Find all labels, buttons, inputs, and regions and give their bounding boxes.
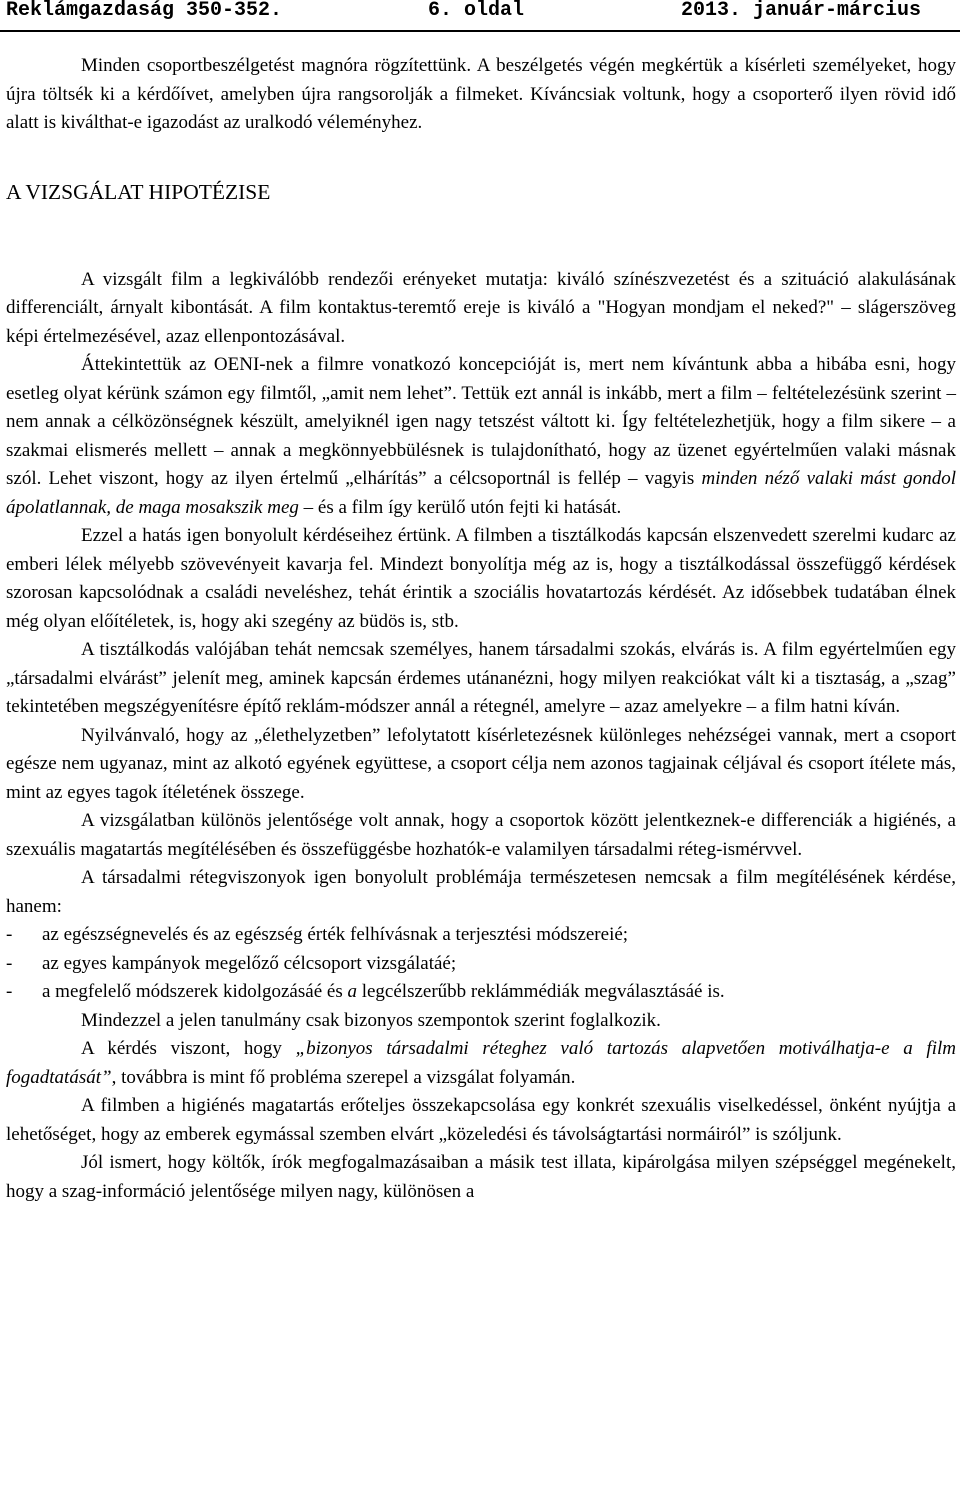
paragraph-hypothesis: A vizsgált film a legkiválóbb rendezői erényeket mutatja: kiváló színészvezetést és a szituáció alakulásának differenciált, árnyalt kibontását. A film kontaktus-teremtő ereje is kiváló a "Hogyan mondjam el neked?" – slágerszöveg képi értelmezésével, azaz ellenpontozásával. [6, 268, 956, 347]
intro-paragraph: Minden csoportbeszélgetést magnóra rögzítettünk. A beszélgetés végén megkértük a kísérleti személyeket, hogy újra töltsék ki a kérdőívet, amelyben újra rangsorolják a filmeket. Kíváncsiak voltunk, hogy a csoporterő ilyen rövid idő alatt is kiválthat-e igazodást az uralkodó véleményhez. [6, 55, 956, 133]
list-dash: - [6, 924, 13, 945]
paragraph-question-b: , továbbra is mint fő probléma szerepel a vizsgálat folyamán. [111, 1066, 576, 1088]
list-item [6, 921, 956, 950]
paragraph-differences: A vizsgálatban különös jelentősége volt annak, hogy a csoportok között jelentkeznek-e differenciák a higiénés, a szexuális magatartás megítélésében és összefüggésbe hozhatók-e valamilyen társadalmi réteg-ismérvvel. [6, 810, 956, 860]
paragraph-hygiene: A filmben a higiénés magatartás erőteljes összekapcsolása egy konkrét szexuális viselkedéssel, önként nyújtja a lehetőséget, hogy az emberek egymással szemben elvárt „közeledési és távolságtartási normáiról” is szóljunk. [6, 1095, 956, 1145]
paragraph-question-a: A kérdés viszont, hogy [81, 1038, 296, 1059]
running-header [0, 0, 960, 32]
list-item-text-a: a megfelelő módszerek kidolgozásáé és [42, 981, 348, 1002]
paragraph-question-italic: „bizonyos társadalmi réteghez való tartozás alapvetően motiválhatja-e a film fogadtatását” [6, 1038, 956, 1088]
list-item-text-italic: a [347, 981, 357, 1002]
list-dash: - [6, 952, 13, 974]
paragraph-concept-b: – és a film így kerülő utón fejti ki hatását. [298, 496, 622, 518]
list-item [6, 950, 956, 979]
section-heading: A VIZSGÁLAT HIPOTÉZISE [6, 179, 271, 204]
paragraph-social-strata: A társadalmi rétegviszonyok igen bonyolult problémája természetesen nemcsak a film megítélésének kérdése, hanem: [6, 867, 956, 917]
paragraph-social-norm: A tisztálkodás valójában tehát nemcsak személyes, hanem társadalmi szokás, elvárás is. A film egyértelműen egy „társadalmi elvárást” jelenít meg, aminek kapcsán érdemes utánanézni, hogy milyen reakciókat vált ki a tisztaság, a „szag” tekintetében megszégyenítésre építő reklám-módszer annál a rétegnél, amelyre – azaz amelyekre – a film hatni kíván. [6, 639, 956, 717]
paragraph-concept [6, 351, 956, 522]
paragraph-concept-a: Áttekintettük az OENI-nek a filmre vonatkozó koncepcióját is, mert nem kívántunk abba a hibába esni, hogy esetleg olyat kérünk számon egy filmtől, „amit nem lehet”. Tettük ezt annál is inkább, mert a film – feltételezésünk szerint – nem annak a célközönségnek készült, amelyiknél igen nagy tetszést váltott ki. Így feltételezhetjük, hogy a film sikere – a szakmai elismerés mellett – annak a megkönnyebbülésnek is tulajdonítható, hogy az üzenet egyértelműen valaki másnak szól. Lehet viszont, hogy az ilyen értelmű „elhárítás” a célcsoportnál is fellép – vagyis [6, 354, 956, 489]
paragraph-complexity: Ezzel a hatás igen bonyolult kérdéseihez értünk. A filmben a tisztálkodás kapcsán elszenvedett szerelmi kudarc az emberi lélek mélyebb szövevényeit kavarja fel. Mindezt bonyolítja még az is, hogy a tisztálkodással összefüggő kérdések szorosan kapcsolódnak a családi neveléshez, tehát érintik a szociális hovatartozás kérdését. Az idősebbek tudatában élnek még olyan előítéletek, is, hogy aki szegény az büdös is, stb. [6, 525, 956, 632]
paragraph-scope: Mindezzel a jelen tanulmány csak bizonyos szempontok szerint foglalkozik. [81, 1009, 661, 1031]
paragraph-life-situation: Nyilvánvaló, hogy az „élethelyzetben” lefolytatott kísérletezésnek különleges nehézségei vannak, mert a csoport egésze nem ugyanaz, mint az alkotó egyének együttese, a csoport célja nem azonos tagjainak céljával és csoport ítélete más, mint az egyes tagok ítéletének összege. [6, 724, 956, 803]
list-item-text: az egészségnevelés és az egészség érték felhívásnak a terjesztési módszereié; [42, 924, 629, 945]
list-item [6, 978, 956, 1007]
paragraph-concept-italic: minden néző valaki mást gondol ápolatlannak, de maga mosakszik meg [6, 468, 956, 518]
list-item-text-b: legcélszerűbb reklámmédiák megválasztásáé is. [356, 981, 725, 1002]
journal-title: Reklámgazdaság 350-352. [6, 0, 283, 22]
article-body [6, 52, 956, 1206]
issue-date: 2013. január-március [681, 0, 922, 22]
paragraph-question [6, 1035, 956, 1092]
paragraph-scent: Jól ismert, hogy költők, írók megfogalmazásaiban a másik test illata, kipárolgása milyen szépséggel megénekelt, hogy a szag-információ jelentősége milyen nagy, különösen a [6, 1152, 956, 1202]
page-number: 6. oldal [428, 0, 525, 22]
list-item-text: az egyes kampányok megelőző célcsoport vizsgálatáé; [42, 952, 457, 974]
list-dash: - [6, 981, 13, 1002]
